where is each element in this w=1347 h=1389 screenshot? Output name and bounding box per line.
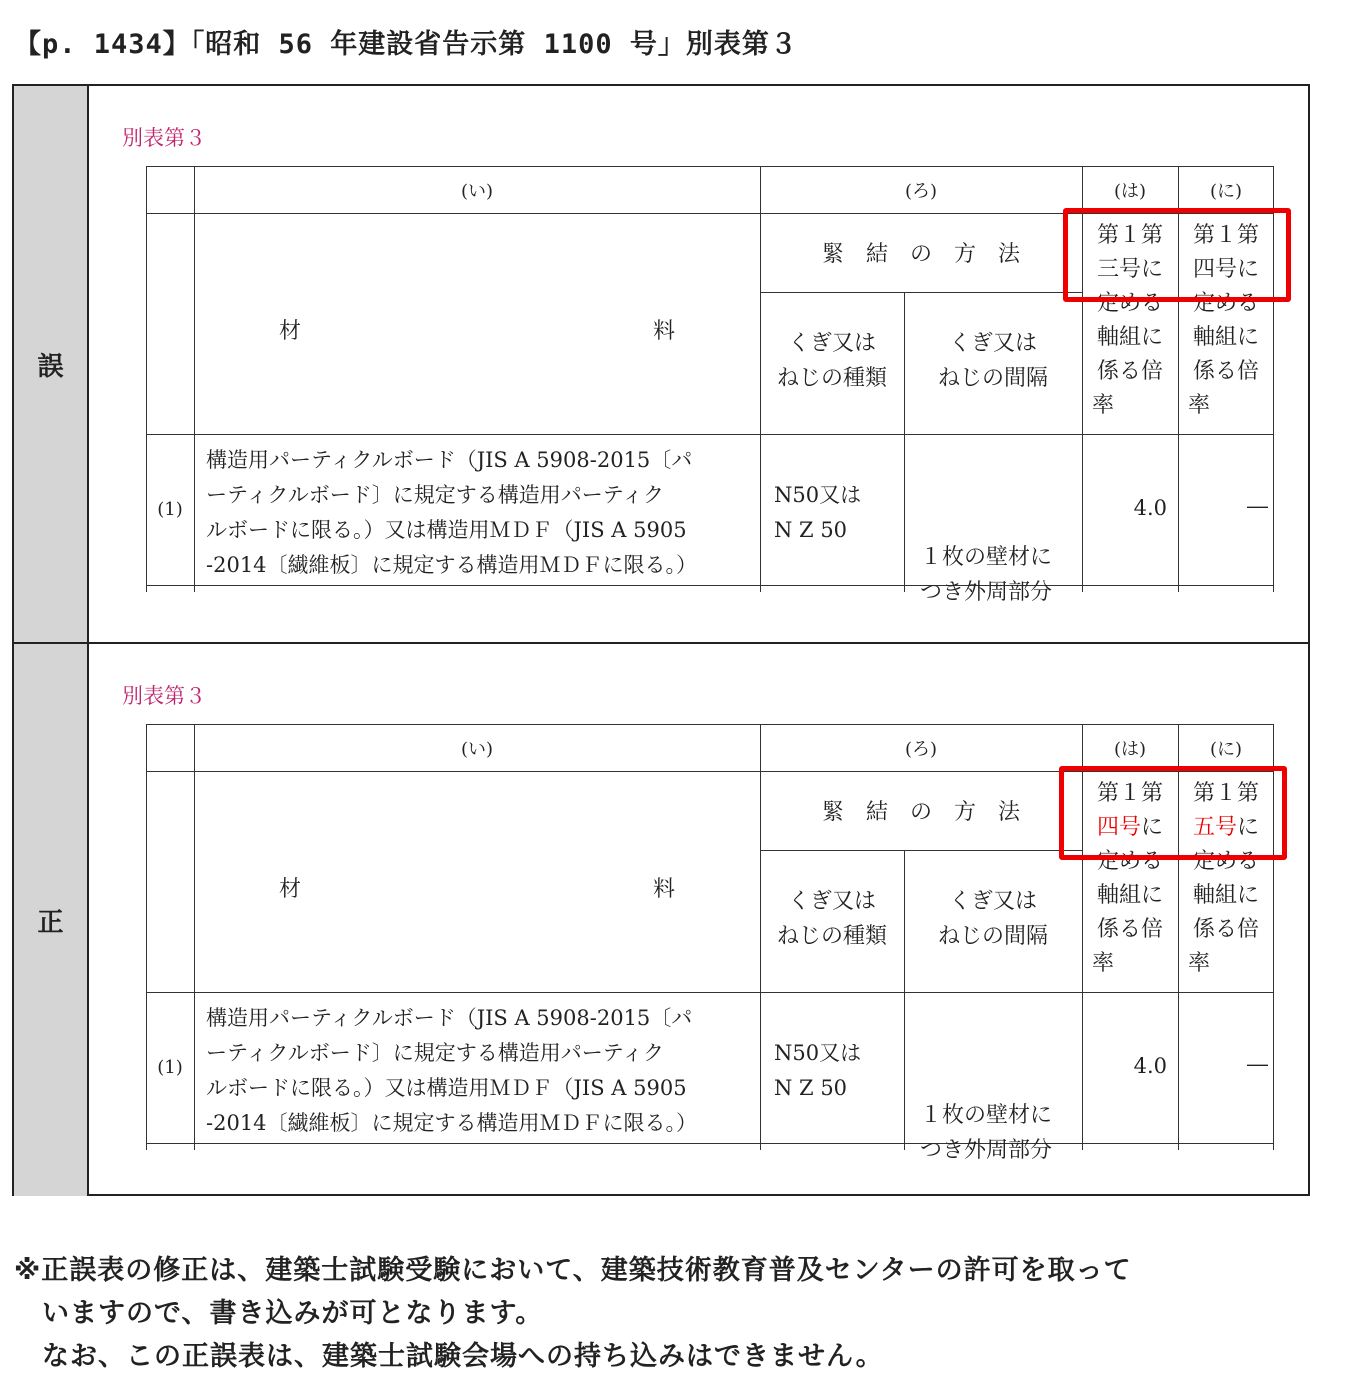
correct-label: 正: [14, 644, 89, 1196]
col-ha-header: (は): [1113, 738, 1147, 760]
method-header: 緊 結 の 方 法: [821, 242, 1020, 267]
table-caption: 別表第３: [122, 684, 206, 708]
nail-spacing-header: くぎ又は ねじの間隔: [937, 331, 1048, 391]
col-ni-text: 第１第 四号に 定める 軸組に 係る倍 率: [1188, 223, 1260, 418]
row1-nail-type: N50又は N Z 50: [774, 1041, 862, 1100]
note-line-3: なお、この正誤表は、建築士試験会場への持ち込みはできません。: [14, 1341, 884, 1372]
note-line-1: ※正誤表の修正は、建築士試験受験において、建築技術教育普及センターの許可を取って: [14, 1255, 1132, 1286]
wrong-section: [91, 86, 1308, 642]
note-line-2: いますので、書き込みが可となります。: [14, 1298, 544, 1329]
col-ro-header: (ろ): [904, 180, 938, 202]
col-i-header: (い): [460, 738, 494, 760]
erratum-frame: [12, 84, 1310, 1196]
col-ha-text: 第１第 三号に 定める 軸組に 係る倍 率: [1092, 223, 1164, 418]
material-header-right: 料: [653, 319, 676, 344]
nail-type-header: くぎ又は ねじの種類: [776, 331, 887, 391]
highlight-box: [1063, 208, 1291, 302]
table-caption: 別表第３: [122, 126, 206, 150]
row1-nail-spacing: １枚の壁材に つき外周部分: [920, 1103, 1053, 1163]
col-ro-header: (ろ): [904, 738, 938, 760]
row1-nail-type: N50又は N Z 50: [774, 483, 862, 542]
method-header: 緊 結 の 方 法: [821, 800, 1020, 825]
page-heading: 【p. 1434】「昭和 56 年建設省告示第 1100 号」別表第３: [14, 29, 798, 60]
material-header-left: 材: [279, 877, 302, 902]
row1-nail-spacing: １枚の壁材に つき外周部分: [920, 545, 1053, 605]
row-number: (1): [157, 1057, 183, 1078]
nail-type-header: くぎ又は ねじの種類: [776, 889, 887, 949]
material-header-right: 料: [653, 877, 676, 902]
correct-section: [91, 644, 1308, 1196]
row1-material: 構造用パーティクルボード（JIS A 5908-2015〔パ ーティクルボード〕に規定する構造用パーティク ルボードに限る。）又は構造用ＭＤＦ（JIS A 5905 -2014〔繊維板〕に規定する構造用ＭＤＦに限る。）: [206, 1006, 698, 1135]
row1-ni-value: ―: [1247, 1052, 1268, 1076]
col-ha-text: 第１第 四号に 定める 軸組に 係る倍 率: [1092, 781, 1164, 976]
nail-spacing-header: くぎ又は ねじの間隔: [937, 889, 1048, 949]
material-header-left: 材: [279, 319, 302, 344]
row1-ni-value: ―: [1247, 494, 1268, 518]
row1-ha-value: 4.0: [1133, 496, 1167, 520]
col-i-header: (い): [460, 180, 494, 202]
row1-ha-value: 4.0: [1133, 1054, 1167, 1078]
col-ha-header: (は): [1113, 180, 1147, 202]
row1-material: 構造用パーティクルボード（JIS A 5908-2015〔パ ーティクルボード〕に規定する構造用パーティク ルボードに限る。）又は構造用ＭＤＦ（JIS A 5905 -2014〔繊維板〕に規定する構造用ＭＤＦに限る。）: [206, 448, 698, 577]
wrong-label: 誤: [14, 86, 89, 642]
col-ni-header: (に): [1209, 738, 1243, 760]
highlight-box: [1059, 766, 1287, 860]
col-ni-header: (に): [1209, 180, 1243, 202]
row-number: (1): [157, 499, 183, 520]
col-ni-text: 第１第 五号に 定める 軸組に 係る倍 率: [1188, 781, 1260, 976]
